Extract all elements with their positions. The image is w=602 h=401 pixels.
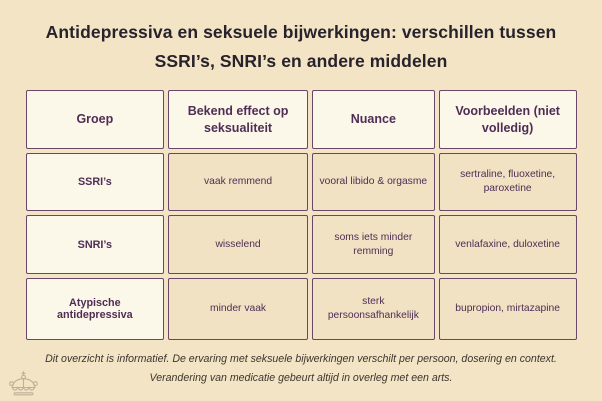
row-ssri-effect-cell: vaak remmend: [168, 153, 308, 211]
column-header-nuance: Nuance: [312, 90, 435, 149]
disclaimer-line-2: Verandering van medicatie gebeurt altijd in overleg met een arts.: [149, 372, 453, 384]
disclaimer-line-1: Dit overzicht is informatief. De ervaring met seksuele bijwerkingen verschilt per persoon, dosering en context.: [45, 353, 557, 365]
row-atypisch-nuance-cell: sterk persoonsafhankelijk: [312, 278, 435, 340]
comparison-table: [26, 90, 577, 340]
page-title: [0, 0, 602, 76]
column-header-groep: Groep: [26, 90, 165, 149]
disclaimer-text: [21, 350, 581, 388]
row-atypisch-group-cell: Atypische antidepressiva: [26, 278, 165, 340]
row-ssri-voorbeelden-cell: sertraline, fluoxetine, paroxetine: [439, 153, 577, 211]
row-atypisch-voorbeelden-cell: bupropion, mirtazapine: [439, 278, 577, 340]
row-snri-nuance-cell: soms iets minder remming: [312, 215, 435, 274]
row-ssri-group-cell: SSRI’s: [26, 153, 165, 211]
title-line-1: Antidepressiva en seksuele bijwerkingen: verschillen tussen: [45, 22, 557, 42]
column-header-voorbeelden: Voorbeelden (niet volledig): [439, 90, 577, 149]
title-line-2: SSRI’s, SNRI’s en andere middelen: [154, 51, 448, 71]
column-header-effect: Bekend effect op seksualiteit: [168, 90, 308, 149]
row-snri-group-cell: SNRI’s: [26, 215, 165, 274]
row-atypisch-effect-cell: minder vaak: [168, 278, 308, 340]
row-snri-voorbeelden-cell: venlafaxine, duloxetine: [439, 215, 577, 274]
crown-icon: [8, 370, 39, 397]
row-snri-effect-cell: wisselend: [168, 215, 308, 274]
row-ssri-nuance-cell: vooral libido & orgasme: [312, 153, 435, 211]
